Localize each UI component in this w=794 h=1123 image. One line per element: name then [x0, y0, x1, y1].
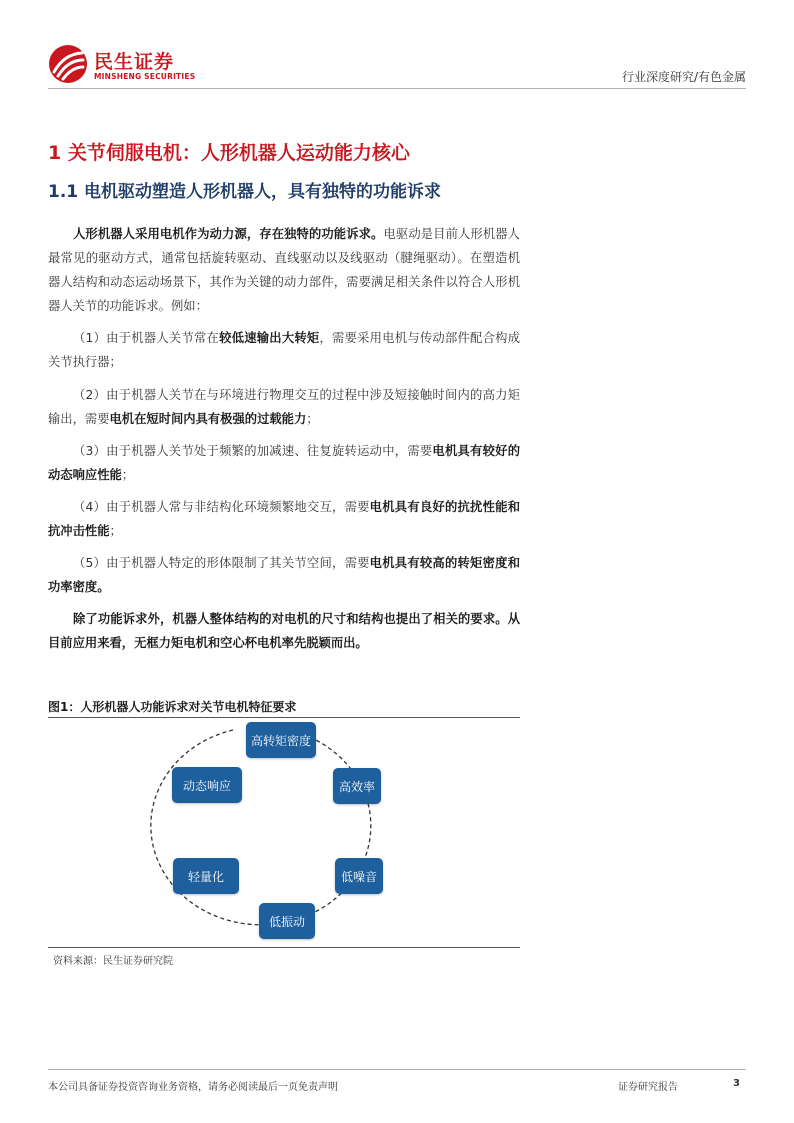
dashed-cycle-arc	[151, 729, 371, 925]
intro-paragraph	[48, 222, 520, 318]
company-logo	[48, 44, 208, 88]
motor-requirements-diagram	[48, 718, 520, 946]
item5-text: （5）由于机器人特定的形体限制了其关节空间，需要	[73, 556, 370, 570]
intro-text: 电驱动是目前人形机器人最常见的驱动方式，通常包括旋转驱动、直线驱动以及线驱动（腱绳驱动）。在塑造机器人结构和动态运动场景下，其作为关键的动力部件，需要满足相关条件以符合人形机器人关节的功能诉求。例如：	[48, 227, 520, 313]
requirement-item-1	[48, 326, 520, 374]
item3-text-end: ；	[121, 468, 135, 482]
footer-divider	[48, 1069, 746, 1070]
figure-title: 图1：人形机器人功能诉求对关节电机特征要求	[48, 700, 297, 714]
item1-text-end: ，需要采用电机与传动部件配合构成关节执行器；	[48, 331, 520, 369]
node-high-efficiency: 高效率	[333, 768, 381, 804]
conclusion-paragraph: 除了功能诉求外，机器人整体结构的对电机的尺寸和结构也提出了相关的要求。从目前应用来看，无框力矩电机和空心杯电机率先脱颖而出。	[48, 612, 520, 650]
header-divider	[48, 88, 746, 89]
requirement-item-2	[48, 383, 520, 431]
node-low-noise: 低噪音	[335, 858, 383, 894]
item1-text: （1）由于机器人关节常在	[73, 331, 220, 345]
requirement-item-5	[48, 551, 520, 599]
item4-text-end: ；	[109, 524, 122, 538]
item4-text: （4）由于机器人常与非结构化环境频繁地交互，需要	[73, 500, 370, 514]
section-heading: 1 关节伺服电机：人形机器人运动能力核心	[48, 142, 410, 164]
report-category: 行业深度研究/有色金属	[621, 70, 746, 84]
logo-chinese-name: 民生证券	[94, 51, 175, 73]
node-dynamic-response: 动态响应	[172, 767, 242, 803]
node-low-vibration: 低振动	[259, 903, 315, 939]
figure-bottom-rule	[48, 947, 520, 948]
footer-disclaimer: 本公司具备证券投资咨询业务资格，请务必阅读最后一页免责声明	[48, 1082, 338, 1093]
figure-source: 资料来源：民生证券研究院	[53, 956, 173, 967]
page-number: 3	[733, 1078, 740, 1089]
item4-bold: 电机具有良好的抗扰性能和抗冲击性能	[48, 500, 520, 538]
subsection-heading: 1.1 电机驱动塑造人形机器人，具有独特的功能诉求	[48, 182, 442, 202]
footer-report-type: 证券研究报告	[618, 1082, 678, 1093]
item2-bold: 电机在短时间内具有极强的过载能力	[109, 412, 307, 426]
item3-bold: 电机具有较好的动态响应性能	[48, 444, 520, 482]
item5-bold: 电机具有较高的转矩密度和功率密度。	[48, 556, 520, 594]
requirement-item-4	[48, 495, 520, 543]
item1-bold: 较低速输出大转矩	[219, 331, 320, 345]
minsheng-logo-icon	[48, 44, 88, 84]
node-lightweight: 轻量化	[173, 858, 239, 894]
item3-text: （3）由于机器人关节处于频繁的加减速、往复旋转运动中，需要	[73, 444, 433, 458]
node-high-torque-density: 高转矩密度	[246, 722, 316, 758]
logo-english-name: MINSHENG SECURITIES	[94, 72, 196, 81]
item2-text: （2）由于机器人关节在与环境进行物理交互的过程中涉及短接触时间内的高力矩输出，需要	[48, 388, 520, 426]
item2-text-end: ；	[306, 412, 319, 426]
requirement-item-3	[48, 439, 520, 487]
intro-bold-text: 人形机器人采用电机作为动力源，存在独特的功能诉求。	[73, 227, 384, 241]
